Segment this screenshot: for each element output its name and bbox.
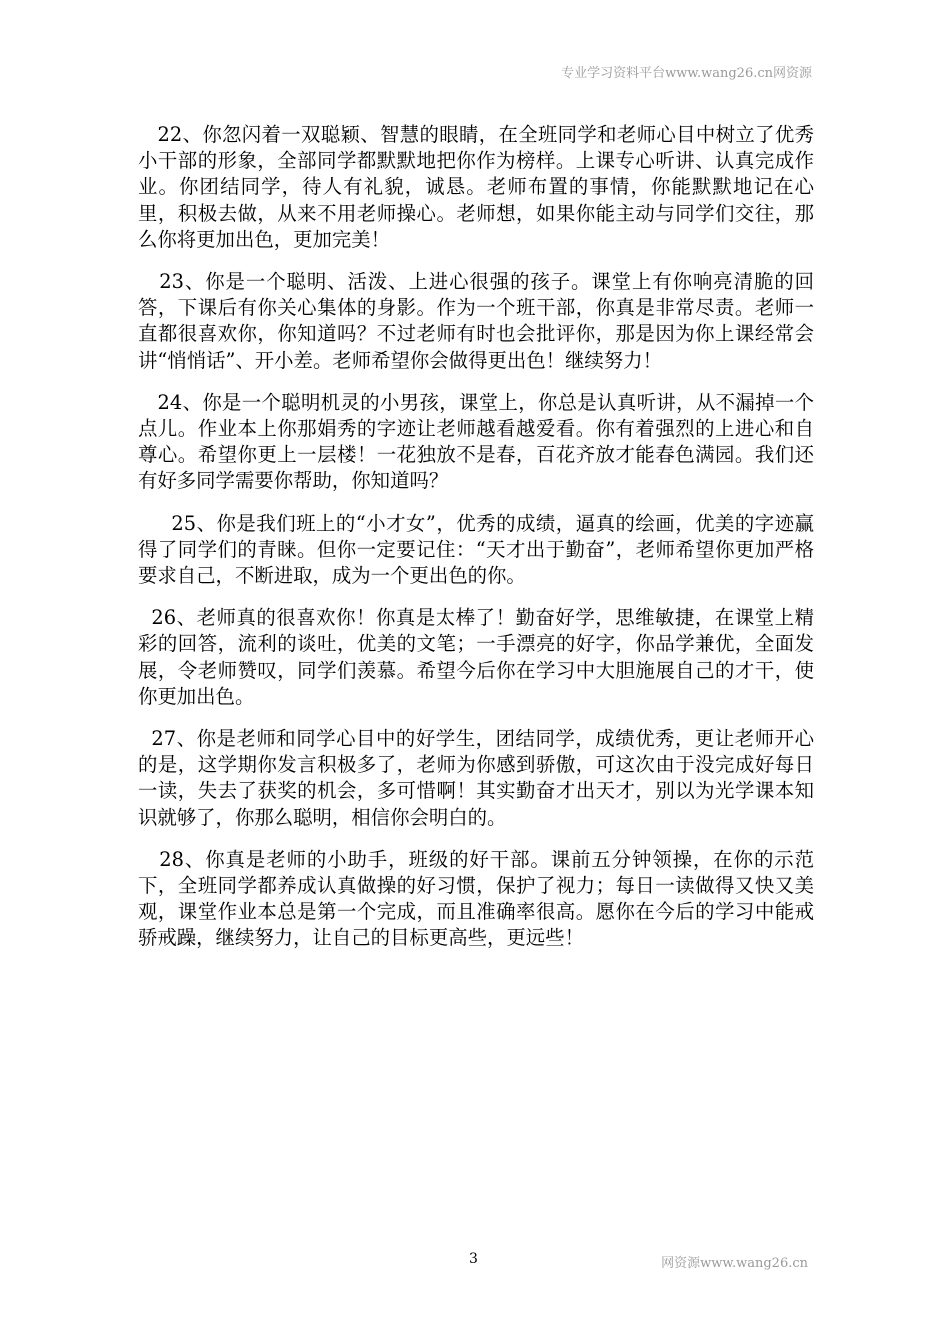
- paragraph-text: 23、你是一个聪明、活泼、上进心很强的孩子。课堂上有你响亮清脆的回答，下课后有你关心集体的身影。作为一个班干部，你真是非常尽责。老师一直都很喜欢你，你知道吗？不过老师有时也会批评你，那是因为你上课经常会讲“悄悄话”、开小差。老师希望你会做得更出色！继续努力！: [138, 270, 814, 372]
- paragraph-text: 24、你是一个聪明机灵的小男孩，课堂上，你总是认真听讲，从不漏掉一个点儿。作业本上你那娟秀的字迹让老师越看越爱看。你有着强烈的上进心和自尊心。希望你更上一层楼！一花独放不是春，百花齐放才能春色满园。我们还有好多同学需要你帮助，你知道吗？: [138, 390, 814, 493]
- paragraph-indent: [138, 848, 159, 871]
- paragraph-text: 26、老师真的很喜欢你！你真是太棒了！勤奋好学，思维敏捷，在课堂上精彩的回答，流利的谈吐，优美的文笔；一手漂亮的好字，你品学兼优，全面发展，令老师赞叹，同学们羡慕。希望今后你在学习中大胆施展自己的才干，使你更加出色。: [138, 606, 814, 708]
- page-number: 3: [469, 1251, 478, 1267]
- paragraph-22: [138, 122, 814, 253]
- paragraph-text: 28、你真是老师的小助手，班级的好干部。课前五分钟领操，在你的示范下，全班同学都养成认真做操的好习惯，保护了视力；每日一读做得又快又美观，课堂作业本总是第一个完成，而且准确率很高。愿你在今后的学习中能戒骄戒躁，继续努力，让自己的目标更高些，更远些！: [138, 847, 814, 950]
- page-footer-watermark: 网资源www.wang26.cn: [661, 1256, 808, 1271]
- paragraph-indent: [138, 270, 159, 293]
- paragraph-indent: [138, 123, 158, 146]
- paragraph-28: [138, 847, 814, 952]
- document-body: [138, 122, 814, 968]
- paragraph-26: [138, 605, 814, 710]
- paragraph-27: [138, 726, 814, 831]
- paragraph-indent: [138, 606, 151, 629]
- paragraph-24: [138, 390, 814, 495]
- page-header-watermark: 专业学习资料平台www.wang26.cn网资源: [561, 66, 812, 81]
- paragraph-text: 27、你是老师和同学心目中的好学生，团结同学，成绩优秀，更让老师开心的是，这学期你发言积极多了，老师为你感到骄傲，可这次由于没完成好每日一读，失去了获奖的机会，多可惜啊！其实勤奋才出天才，别以为光学课本知识就够了，你那么聪明，相信你会明白的。: [138, 727, 814, 829]
- paragraph-text: 22、你忽闪着一双聪颖、智慧的眼睛，在全班同学和老师心目中树立了优秀小干部的形象，全部同学都默默地把你作为榜样。上课专心听讲、认真完成作业。你团结同学，待人有礼貌，诚恳。老师布置的事情，你能默默地记在心里，积极去做，从来不用老师操心。老师想，如果你能主动与同学们交往，那么你将更加出色，更加完美！: [138, 123, 814, 251]
- paragraph-text: 25、你是我们班上的“小才女”，优秀的成绩，逼真的绘画，优美的字迹赢得了同学们的青睐。但你一定要记住：“天才出于勤奋”，老师希望你更加严格要求自己，不断进取，成为一个更出色的你。: [138, 511, 814, 588]
- paragraph-indent: [138, 512, 171, 535]
- paragraph-23: [138, 269, 814, 374]
- paragraph-indent: [138, 727, 151, 750]
- paragraph-indent: [138, 391, 158, 414]
- paragraph-25: [138, 511, 814, 590]
